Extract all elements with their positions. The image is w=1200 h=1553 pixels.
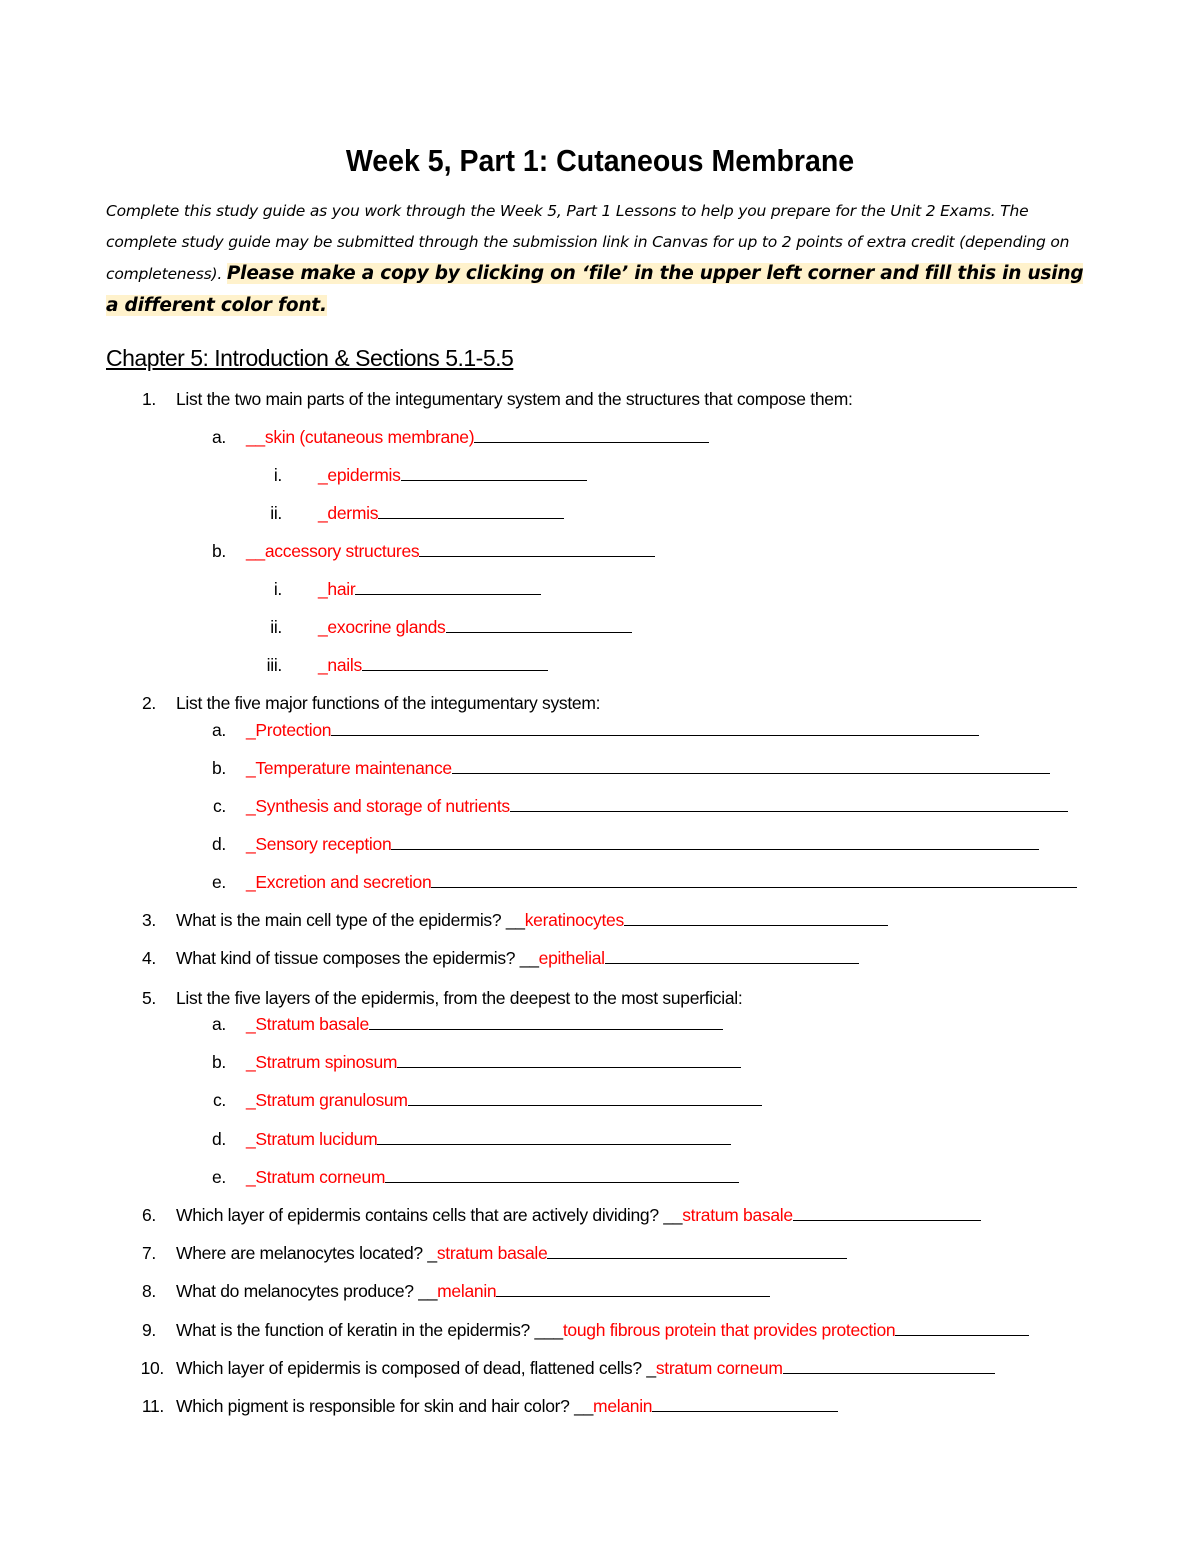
answer-text: _Stratrum spinosum bbox=[246, 1052, 398, 1072]
question-number: 10. bbox=[140, 1358, 164, 1378]
answer-text: __accessory structures bbox=[246, 541, 420, 561]
list-marker: a. bbox=[212, 1014, 226, 1034]
list-marker: d. bbox=[212, 834, 226, 854]
list-marker: ii. bbox=[270, 503, 282, 523]
list-marker: e. bbox=[212, 872, 226, 892]
answer-text: _Stratum corneum bbox=[246, 1167, 386, 1187]
question-number: 11. bbox=[141, 1396, 164, 1416]
list-marker: a. bbox=[212, 427, 226, 447]
answer-blank-line bbox=[331, 718, 979, 736]
question-text: Which pigment is responsible for skin and hair color? bbox=[176, 1396, 575, 1416]
question-number: 3. bbox=[142, 910, 156, 930]
list-marker: i. bbox=[273, 465, 282, 485]
answer-blank-line bbox=[401, 463, 587, 481]
answer-blank-line bbox=[355, 577, 541, 595]
list-marker: b. bbox=[212, 1052, 226, 1072]
answer-blank-line bbox=[377, 1127, 731, 1145]
answer-blank-line bbox=[895, 1318, 1029, 1336]
answer-text: stratum basale bbox=[682, 1205, 793, 1225]
answer-text: melanin bbox=[437, 1281, 497, 1301]
answer-text: _Temperature maintenance bbox=[246, 758, 452, 778]
answer-blank-line bbox=[408, 1088, 762, 1106]
answer-blank-line bbox=[378, 501, 564, 519]
list-marker: c. bbox=[212, 796, 226, 816]
question-text: What do melanocytes produce? bbox=[176, 1281, 419, 1301]
intro-highlight: Please make a copy by clicking on ‘file’ in the upper left corner and fill this in using a different color font. bbox=[106, 263, 1084, 316]
answer-blank-line bbox=[362, 653, 548, 671]
section-heading: Chapter 5: Introduction & Sections 5.1-5.5 bbox=[106, 345, 514, 371]
question-number: 2. bbox=[142, 693, 156, 713]
answer-blank-line bbox=[474, 425, 709, 443]
answer-blank-line bbox=[652, 1394, 838, 1412]
list-marker: ii. bbox=[270, 617, 282, 637]
question-text: Which layer of epidermis contains cells that are actively dividing? bbox=[176, 1205, 664, 1225]
question-number: 8. bbox=[142, 1281, 156, 1301]
answer-text: _Stratum lucidum bbox=[246, 1129, 378, 1149]
answer-text: _nails bbox=[318, 655, 362, 675]
page-title: Week 5, Part 1: Cutaneous Membrane bbox=[345, 143, 855, 178]
answer-blank-line bbox=[385, 1165, 739, 1183]
question-number: 4. bbox=[142, 948, 156, 968]
answer-blank-line bbox=[510, 794, 1068, 812]
question-number: 1. bbox=[142, 389, 156, 409]
intro-paragraph bbox=[106, 196, 1096, 322]
question-text: Where are melanocytes located? bbox=[176, 1243, 428, 1263]
list-marker: d. bbox=[212, 1129, 226, 1149]
answer-text: _Stratum granulosum bbox=[246, 1090, 408, 1110]
list-marker: a. bbox=[212, 720, 226, 740]
answer-text: _hair bbox=[318, 579, 356, 599]
list-marker: iii. bbox=[266, 655, 282, 675]
answer-blank-line bbox=[446, 615, 632, 633]
question-text: What kind of tissue composes the epidermis? bbox=[176, 948, 520, 968]
answer-text: _dermis bbox=[318, 503, 379, 523]
answer-blank-prefix: __ bbox=[574, 1396, 594, 1416]
answer-blank-line bbox=[793, 1203, 981, 1221]
answer-blank-prefix: __ bbox=[519, 948, 539, 968]
question-text: Which layer of epidermis is composed of dead, flattened cells? bbox=[176, 1358, 647, 1378]
answer-blank-line bbox=[391, 832, 1039, 850]
question-number: 6. bbox=[142, 1205, 156, 1225]
list-marker: c. bbox=[212, 1090, 226, 1110]
question-number: 9. bbox=[142, 1320, 156, 1340]
list-marker: i. bbox=[273, 579, 282, 599]
answer-text: _Protection bbox=[246, 720, 332, 740]
answer-blank-line bbox=[496, 1279, 770, 1297]
answer-blank-prefix: _ bbox=[427, 1243, 437, 1263]
answer-text: keratinocytes bbox=[524, 910, 624, 930]
answer-text: __skin (cutaneous membrane) bbox=[246, 427, 475, 447]
list-marker: b. bbox=[212, 541, 226, 561]
answer-text: _epidermis bbox=[318, 465, 401, 485]
answer-blank-line bbox=[605, 946, 859, 964]
answer-blank-line bbox=[397, 1050, 741, 1068]
answer-text: stratum basale bbox=[436, 1243, 548, 1263]
answer-blank-prefix: __ bbox=[418, 1281, 438, 1301]
answer-text: _exocrine glands bbox=[318, 617, 446, 637]
answer-blank-prefix: __ bbox=[505, 910, 525, 930]
answer-blank-line bbox=[419, 539, 655, 557]
question-text: List the two main parts of the integumentary system and the structures that compose them: bbox=[176, 389, 853, 409]
answer-text: epithelial bbox=[538, 948, 605, 968]
answer-text: _Synthesis and storage of nutrients bbox=[246, 796, 510, 816]
question-text: What is the function of keratin in the epidermis? bbox=[176, 1320, 535, 1340]
question-text: List the five major functions of the integumentary system: bbox=[176, 693, 601, 713]
answer-text: _Excretion and secretion bbox=[246, 872, 432, 892]
answer-text: tough fibrous protein that provides protection bbox=[562, 1320, 896, 1340]
answer-blank-prefix: _ bbox=[646, 1358, 656, 1378]
answer-text: _Sensory reception bbox=[246, 834, 392, 854]
answer-blank-prefix: ___ bbox=[534, 1320, 563, 1340]
question-text: List the five layers of the epidermis, from the deepest to the most superficial: bbox=[176, 988, 743, 1008]
answer-blank-line bbox=[452, 756, 1050, 774]
answer-blank-line bbox=[783, 1356, 995, 1374]
list-marker: b. bbox=[212, 758, 226, 778]
question-number: 7. bbox=[142, 1243, 156, 1263]
answer-text: stratum corneum bbox=[655, 1358, 783, 1378]
answer-blank-line bbox=[431, 870, 1077, 888]
intro-text: Complete this study guide as you work through the Week 5, Part 1 Lessons to help you prepare for the Unit 2 Exams. The complete study guide may be submitted through the submission link in Canvas for up to 2 points of extra credit (depending on completeness). bbox=[106, 202, 1070, 283]
list-marker: e. bbox=[212, 1167, 226, 1187]
answer-blank-line bbox=[369, 1012, 723, 1030]
answer-blank-line bbox=[624, 908, 888, 926]
answer-text: _Stratum basale bbox=[246, 1014, 369, 1034]
question-number: 5. bbox=[142, 988, 156, 1008]
question-text: What is the main cell type of the epidermis? bbox=[176, 910, 506, 930]
answer-blank-prefix: __ bbox=[663, 1205, 683, 1225]
answer-text: melanin bbox=[593, 1396, 653, 1416]
answer-blank-line bbox=[547, 1241, 847, 1259]
